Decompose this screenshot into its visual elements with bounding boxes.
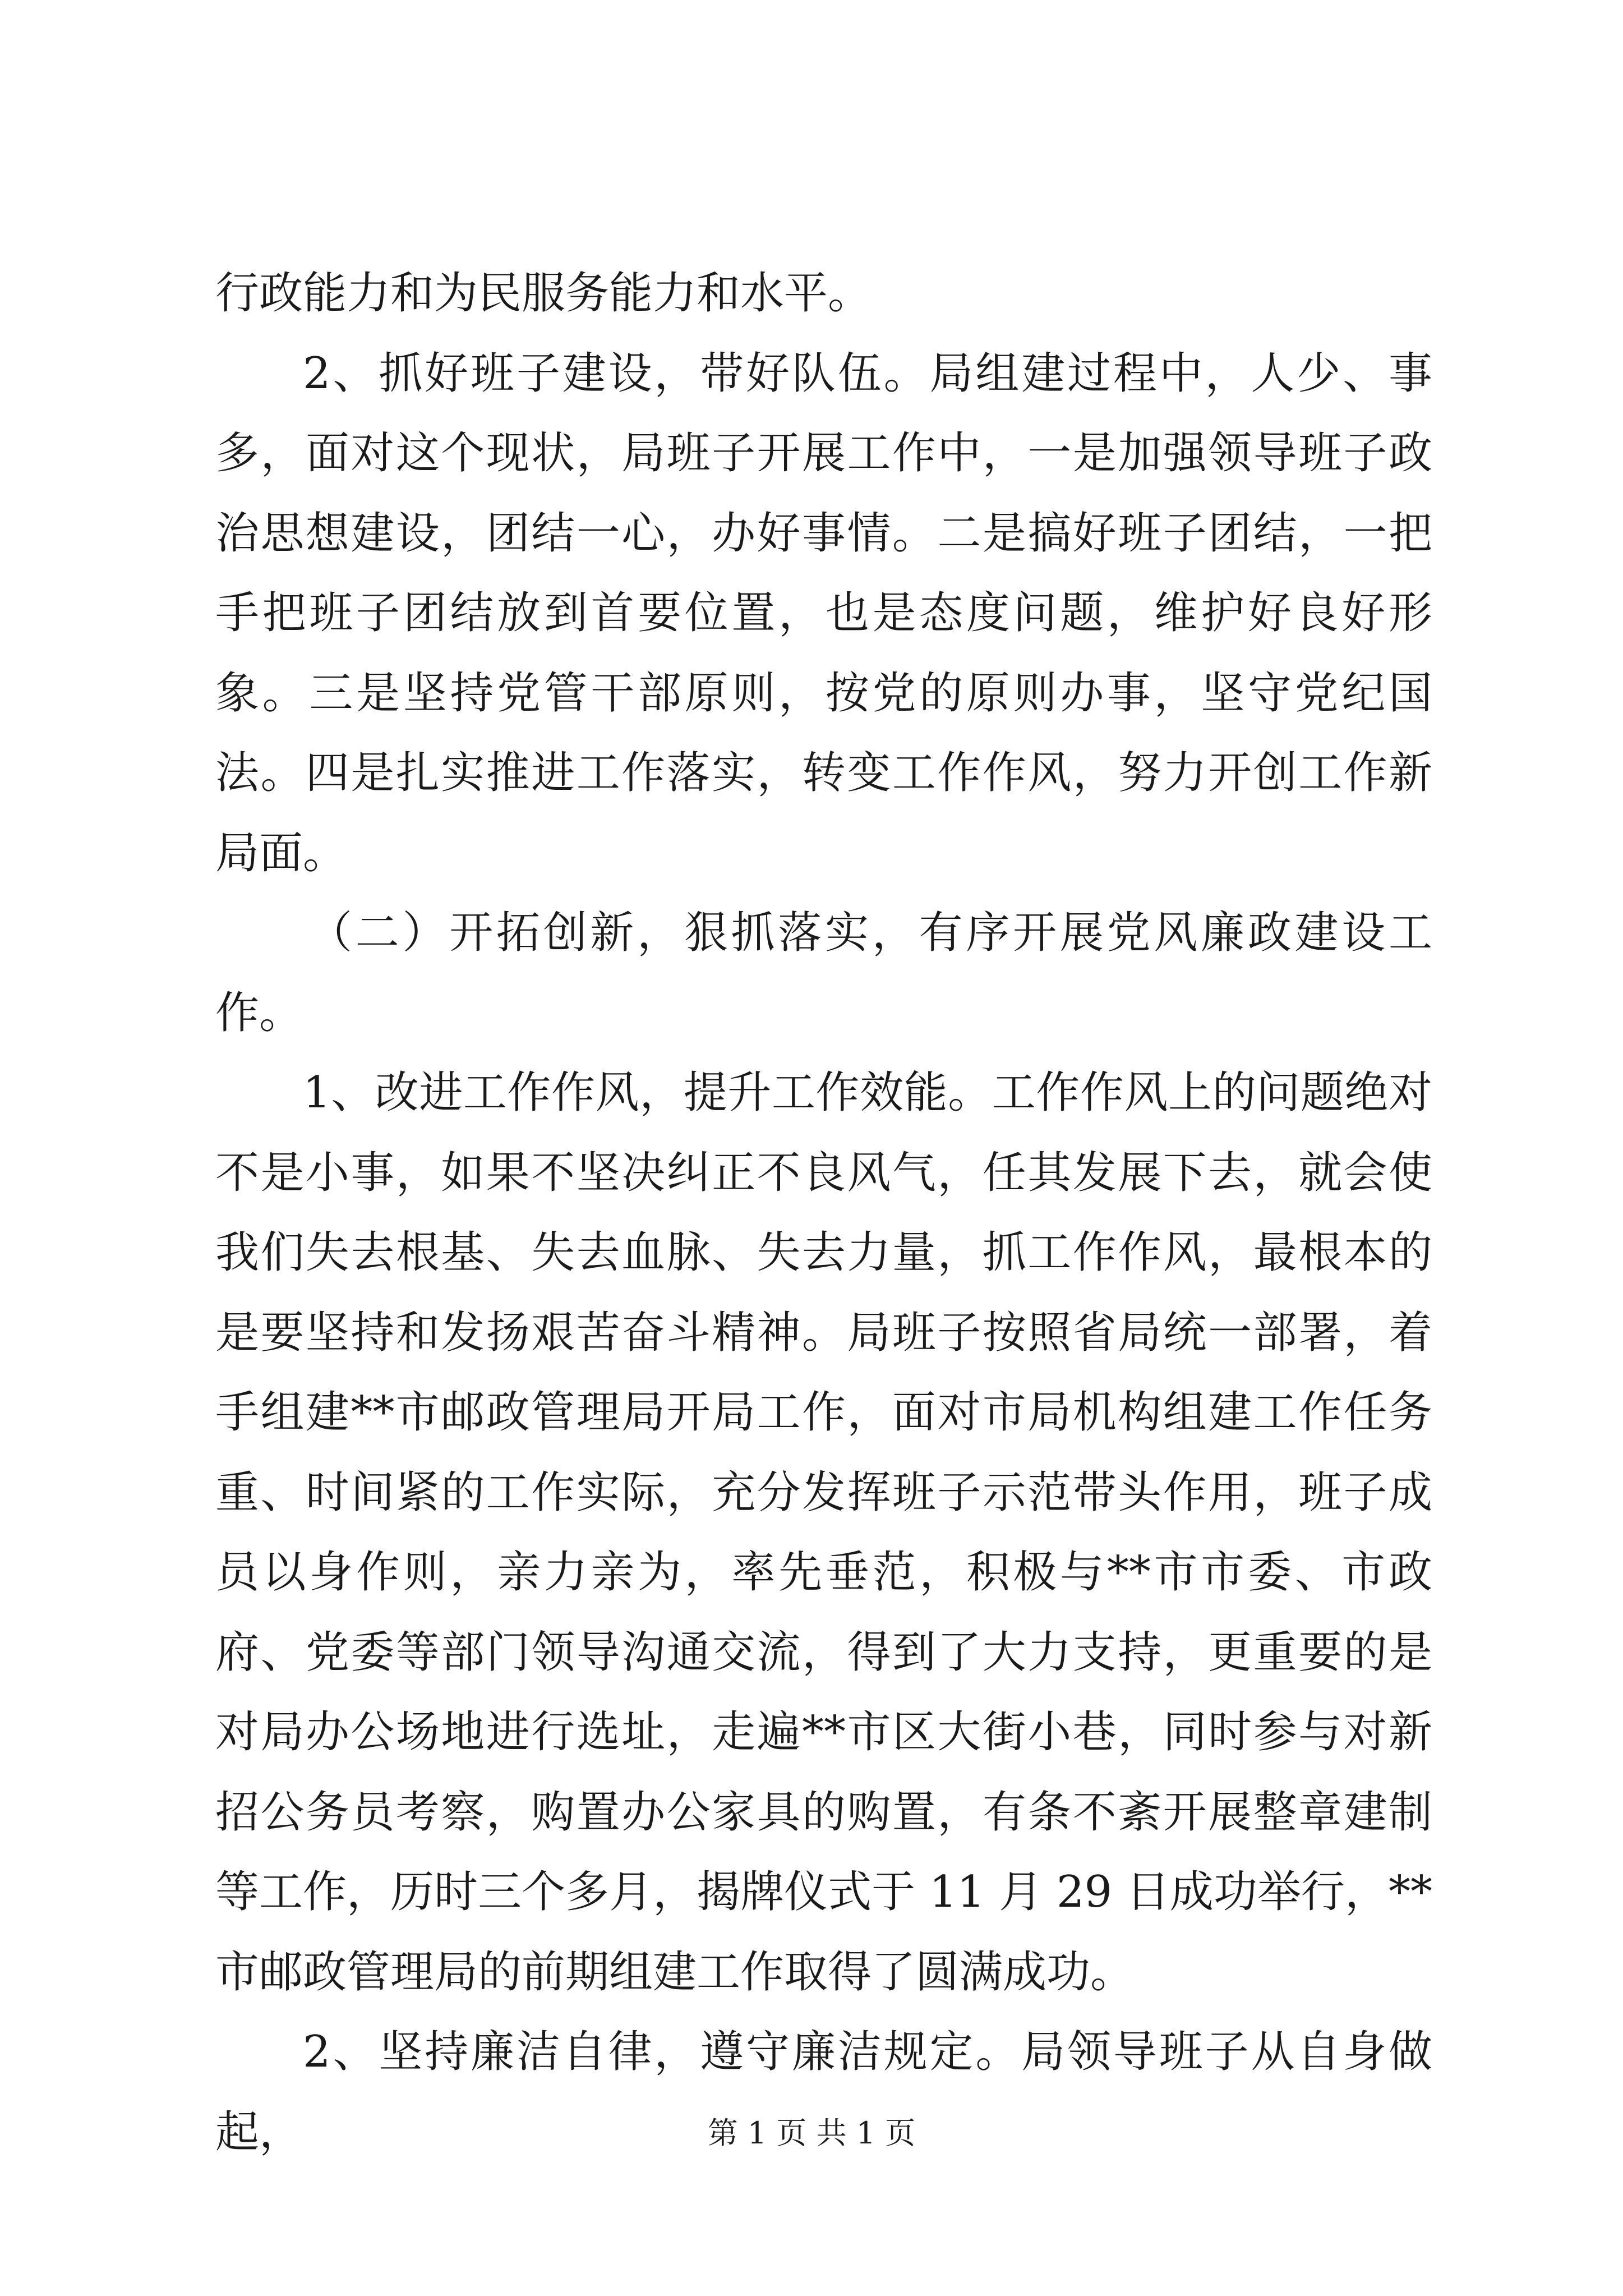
paragraph-integrity: 2、坚持廉洁自律，遵守廉洁规定。局领导班子从自身做起， (215, 2027, 1432, 2157)
document-body (215, 254, 1432, 2172)
paragraph-continuation: 行政能力和为民服务能力和水平。 (215, 268, 872, 319)
page-footer: 第 1 页 共 1 页 (707, 2115, 916, 2151)
paragraph-team-building: 2、抓好班子建设，带好队伍。局组建过程中，人少、事多，面对这个现状，局班子开展工作中，一是加强领导班子政治思想建设，团结一心，办好事情。二是搞好班子团结，一把手把班子团结放到首要位置，也是态度问题，维护好良好形象。三是坚持党管干部原则，按党的原则办事，坚守党纪国法。四是扎实推进工作落实，转变工作作风，努力开创工作新局面。 (215, 348, 1432, 878)
section-heading-innovation: （二）开拓创新，狠抓落实，有序开展党风廉政建设工作。 (215, 908, 1432, 1038)
paragraph-work-style: 1、改进工作作风，提升工作效能。工作作风上的问题绝对不是小事，如果不坚决纠正不良风气，任其发展下去，就会使我们失去根基、失去血脉、失去力量，抓工作作风，最根本的是要坚持和发扬艰苦奋斗精神。局班子按照省局统一部署，着手组建**市邮政管理局开局工作，面对市局机构组建工作任务重、时间紧的工作实际，充分发挥班子示范带头作用，班子成员以身作则，亲力亲为，率先垂范，积极与**市市委、市政府、党委等部门领导沟通交流，得到了大力支持，更重要的是对局办公场地进行选址，走遍**市区大街小巷，同时参与对新招公务员考察，购置办公家具的购置，有条不紊开展整章建制等工作，历时三个多月，揭牌仪式于 11 月 29 日成功举行，**市邮政管理局的前期组建工作取得了圆满成功。 (215, 1068, 1432, 1998)
